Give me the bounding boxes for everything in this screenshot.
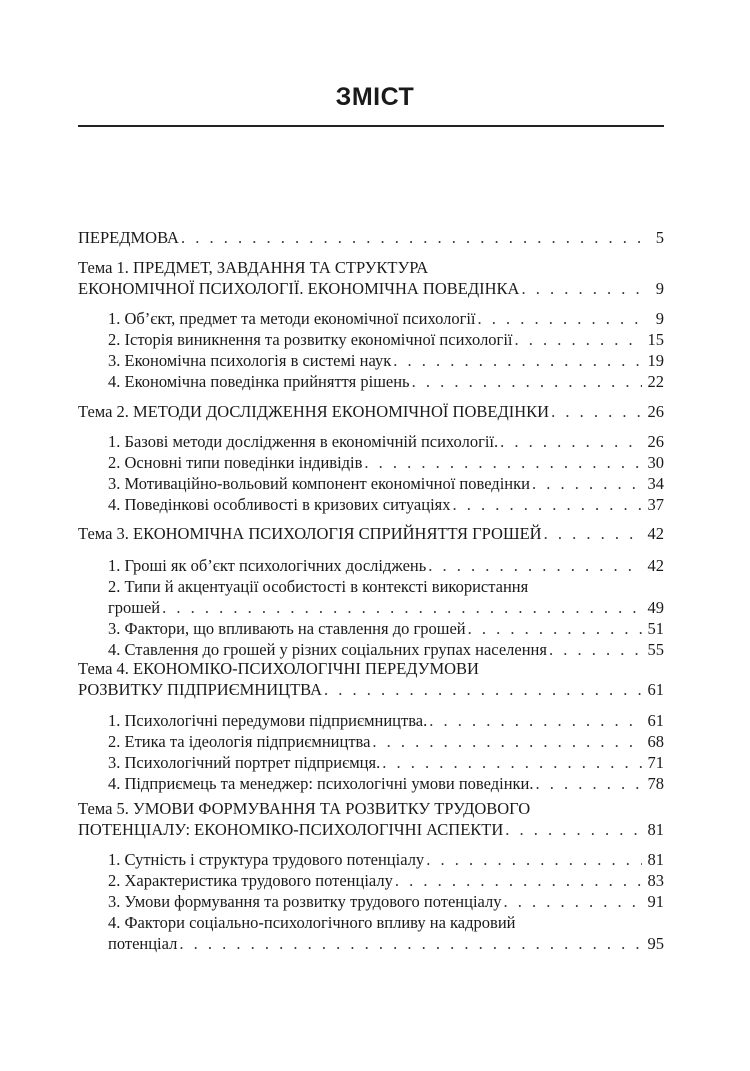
toc-subitem[interactable] [108,711,664,731]
dot-leader [162,598,642,618]
toc-entry-label: Тема 3. ЕКОНОМІЧНА ПСИХОЛОГІЯ СПРИЙНЯТТЯ ГРОШЕЙ [78,524,542,543]
toc-topic-5-heading[interactable]: Тема 5. УМОВИ ФОРМУВАННЯ ТА РОЗВИТКУ ТРУДОВОГО [78,799,531,818]
toc-page-number: 61 [647,680,664,699]
dot-leader [453,495,642,515]
toc-subitem[interactable] [108,495,664,515]
toc-subitem[interactable] [108,474,664,494]
toc-entry-label: 2. Етика та ідеологія підприємництва [108,732,371,751]
dot-leader [504,892,643,912]
toc-subitem[interactable] [108,774,664,794]
toc-entry-label: грошей [108,598,161,617]
dot-leader [500,432,642,452]
toc-page-number: 78 [647,774,664,793]
toc-subitem[interactable] [108,351,664,371]
toc-entry-label: 2. Основні типи поведінки індивідів [108,453,363,472]
toc-subitem[interactable] [108,309,664,329]
toc-page-number: 26 [647,402,664,421]
toc-subitem[interactable] [108,556,664,576]
toc-entry-label: 4. Підприємець та менеджер: психологічні умови поведінки. [108,774,534,793]
toc-entry-label: потенціал [108,934,178,953]
dot-leader [544,524,642,544]
toc-page-number: 49 [647,598,664,617]
toc-subitem[interactable] [108,732,664,752]
toc-entry-label: ПЕРЕДМОВА [78,228,179,247]
dot-leader [429,711,642,731]
toc-entry-label: 3. Економічна психологія в системі наук [108,351,392,370]
toc-subitem[interactable] [108,934,664,954]
toc-page-number: 42 [647,556,664,575]
toc-page-number: 55 [647,640,664,659]
toc-entry-label: 4. Економічна поведінка прийняття рішень [108,372,410,391]
toc-subitem[interactable] [108,598,664,618]
toc-topic-2[interactable] [78,402,664,422]
dot-leader [426,850,642,870]
toc-page-number: 81 [647,850,664,869]
toc-page-number: 42 [647,524,664,543]
dot-leader [521,279,642,299]
toc-entry-label: Тема 2. МЕТОДИ ДОСЛІДЖЕННЯ ЕКОНОМІЧНОЇ ПОВЕДІНКИ [78,402,550,421]
toc-subitem[interactable] [108,372,664,392]
toc-entry-preface[interactable] [78,228,664,248]
toc-page-number: 19 [647,351,664,370]
toc-page-number: 30 [647,453,664,472]
dot-leader [549,640,642,660]
toc-entry-label: 1. Гроші як об’єкт психологічних досліджень [108,556,427,575]
dot-leader [395,871,642,891]
toc-entry-label: ПОТЕНЦІАЛУ: ЕКОНОМІКО-ПСИХОЛОГІЧНІ АСПЕКТИ [78,820,504,839]
toc-entry-label: 3. Умови формування та розвитку трудового потенціалу [108,892,502,911]
toc-page-number: 37 [647,495,664,514]
toc-entry-label: 3. Мотиваційно-вольовий компонент економічної поведінки [108,474,530,493]
toc-topic-5[interactable] [78,820,664,840]
toc-subitem[interactable] [108,871,664,891]
toc-subitem[interactable] [108,330,664,350]
toc-page-number: 81 [647,820,664,839]
toc-subitem[interactable] [108,453,664,473]
dot-leader [372,732,642,752]
dot-leader [324,680,642,700]
toc-subitem-line1[interactable]: 4. Фактори соціально-психологічного впливу на кадровий [108,913,516,932]
toc-page-number: 15 [647,330,664,349]
toc-subitem[interactable] [108,619,664,639]
toc-page-number: 95 [647,934,664,953]
toc-page-number: 34 [647,474,664,493]
toc-entry-label: 2. Історія виникнення та розвитку економічної психології [108,330,513,349]
toc-page-number: 26 [647,432,664,451]
toc-subitem[interactable] [108,640,664,660]
toc-topic-4-heading[interactable]: Тема 4. ЕКОНОМІКО-ПСИХОЛОГІЧНІ ПЕРЕДУМОВИ [78,659,479,678]
toc-page-number: 83 [647,871,664,890]
toc-page-number: 9 [655,279,664,298]
toc-topic-4[interactable] [78,680,664,700]
toc-entry-label: 4. Поведінкові особливості в кризових ситуаціях [108,495,451,514]
toc-subitem[interactable] [108,753,664,773]
dot-leader [468,619,642,639]
toc-subitem[interactable] [108,432,664,452]
toc-entry-label: РОЗВИТКУ ПІДПРИЄМНИЦТВА [78,680,322,699]
toc-page-number: 22 [647,372,664,391]
dot-leader [515,330,643,350]
toc-page-number: 5 [655,228,664,247]
dot-leader [505,820,642,840]
toc-subitem[interactable] [108,850,664,870]
dot-leader [551,402,642,422]
toc-page-number: 68 [647,732,664,751]
dot-leader [181,228,642,248]
dot-leader [478,309,642,329]
toc-page-number: 91 [647,892,664,911]
toc-entry-label: 4. Ставлення до грошей у різних соціальних групах населення [108,640,547,659]
toc-entry-label: 1. Об’єкт, предмет та методи економічної психології [108,309,476,328]
toc-entry-label: 1. Психологічні передумови підприємництва. [108,711,428,730]
dot-leader [428,556,642,576]
toc-topic-1-heading[interactable]: Тема 1. ПРЕДМЕТ, ЗАВДАННЯ ТА СТРУКТУРА [78,258,429,277]
toc-page-number: 51 [647,619,664,638]
toc-entry-label: 2. Характеристика трудового потенціалу [108,871,393,890]
toc-topic-3[interactable] [78,524,664,544]
toc-entry-label: 3. Психологічний портрет підприємця. [108,753,381,772]
toc-subitem-line1[interactable]: 2. Типи й акцентуації особистості в контексті використання [108,577,529,596]
dot-leader [364,453,642,473]
dot-leader [393,351,642,371]
toc-entry-label: 1. Сутність і структура трудового потенціалу [108,850,425,869]
dot-leader [179,934,642,954]
dot-leader [532,474,642,494]
toc-topic-1[interactable] [78,279,664,299]
dot-leader [536,774,643,794]
toc-page-number: 9 [655,309,664,328]
toc-entry-label: 3. Фактори, що впливають на ставлення до грошей [108,619,466,638]
dot-leader [412,372,642,392]
toc-page-number: 71 [647,753,664,772]
toc-subitem[interactable] [108,892,664,912]
toc-page-number: 61 [647,711,664,730]
toc-entry-label: ЕКОНОМІЧНОЇ ПСИХОЛОГІЇ. ЕКОНОМІЧНА ПОВЕДІНКА [78,279,520,298]
page-title: ЗМІСТ [335,83,415,111]
dot-leader [382,753,642,773]
toc-entry-label: 1. Базові методи дослідження в економічній психології. [108,432,499,451]
